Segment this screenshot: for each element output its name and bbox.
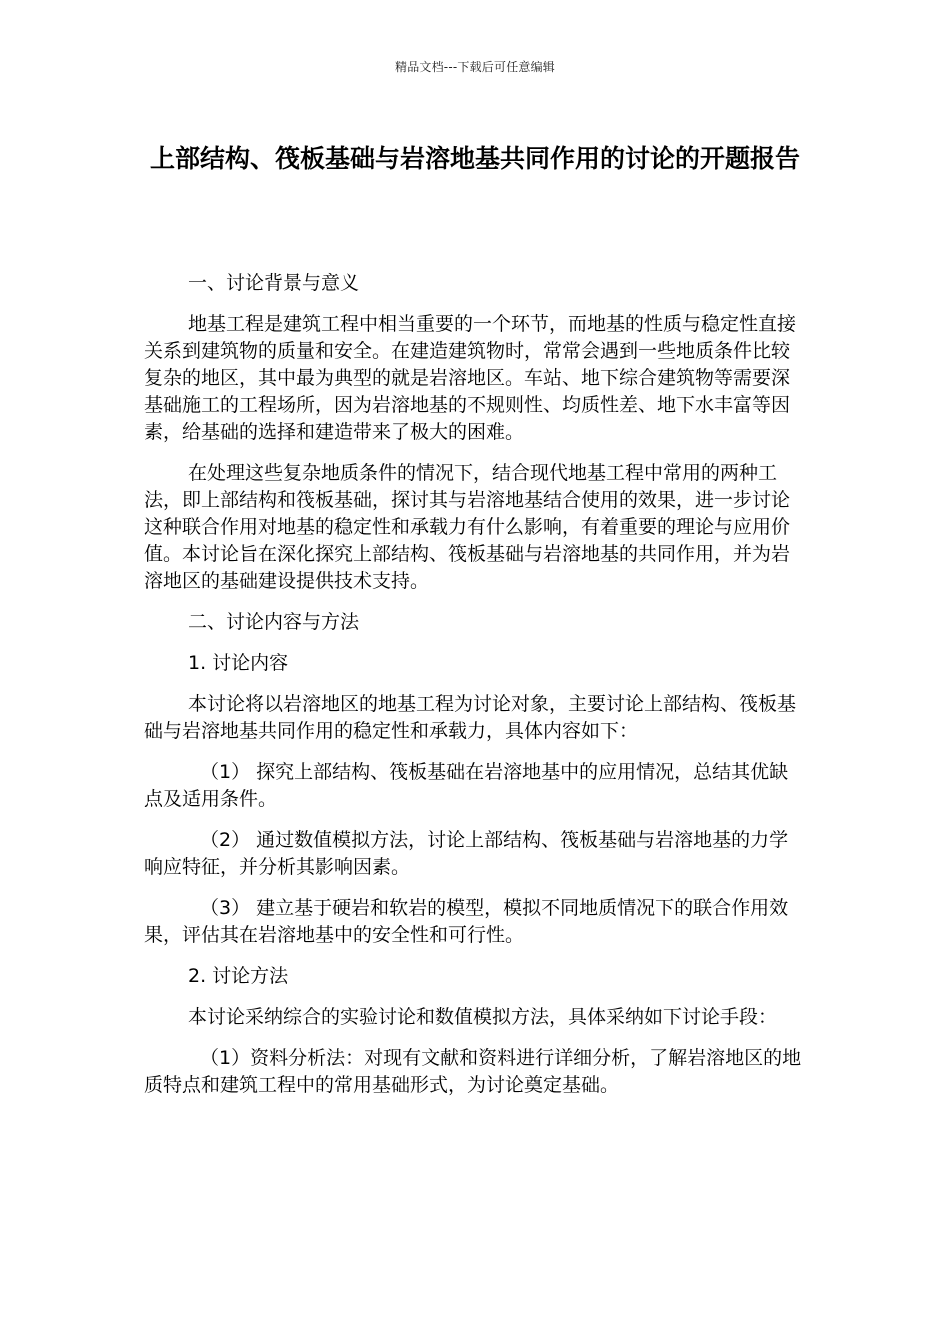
subheading-content: 1. 讨论内容: [188, 652, 289, 674]
list-item-method-1: （1）资料分析法：对现有文献和资料进行详细分析，了解岩溶地区的地质特点和建筑工程中的常用基础形式，为讨论奠定基础。: [144, 1047, 802, 1096]
list-item-content-3: （3） 建立基于硬岩和软岩的模型，模拟不同地质情况下的联合作用效果，评估其在岩溶地基中的安全性和可行性。: [144, 897, 789, 946]
list-item-content-2: （2） 通过数值模拟方法，讨论上部结构、筏板基础与岩溶地基的力学响应特征，并分析其影响因素。: [144, 829, 789, 878]
document-body: [144, 270, 806, 1113]
section-heading-background: 一、讨论背景与意义: [188, 272, 360, 294]
subheading-method: 2. 讨论方法: [188, 965, 289, 987]
section-heading-content-method: 二、讨论内容与方法: [188, 611, 360, 633]
paragraph-background-1: 地基工程是建筑工程中相当重要的一个环节，而地基的性质与稳定性直接关系到建筑物的质量和安全。在建造建筑物时，常常会遇到一些地质条件比较复杂的地区，其中最为典型的就是岩溶地区。车站、地下综合建筑物等需要深基础施工的工程场所，因为岩溶地基的不规则性、均质性差、地下水丰富等因素，给基础的选择和建造带来了极大的困难。: [144, 313, 797, 443]
paragraph-background-2: 在处理这些复杂地质条件的情况下，结合现代地基工程中常用的两种工法，即上部结构和筏板基础，探讨其与岩溶地基结合使用的效果，进一步讨论这种联合作用对地基的稳定性和承载力有什么影响，有着重要的理论与应用价值。本讨论旨在深化探究上部结构、筏板基础与岩溶地基的共同作用，并为岩溶地区的基础建设提供技术支持。: [144, 462, 791, 592]
paragraph-method-intro: 本讨论采纳综合的实验讨论和数值模拟方法，具体采纳如下讨论手段：: [188, 1006, 778, 1028]
list-item-content-1: （1） 探究上部结构、筏板基础在岩溶地基中的应用情况，总结其优缺点及适用条件。: [144, 761, 789, 810]
paragraph-content-intro: 本讨论将以岩溶地区的地基工程为讨论对象，主要讨论上部结构、筏板基础与岩溶地基共同作用的稳定性和承载力，具体内容如下：: [144, 693, 797, 742]
header-note: 精品文档---下载后可任意编辑: [395, 60, 555, 74]
document-title: 上部结构、筏板基础与岩溶地基共同作用的讨论的开题报告: [149, 144, 800, 173]
